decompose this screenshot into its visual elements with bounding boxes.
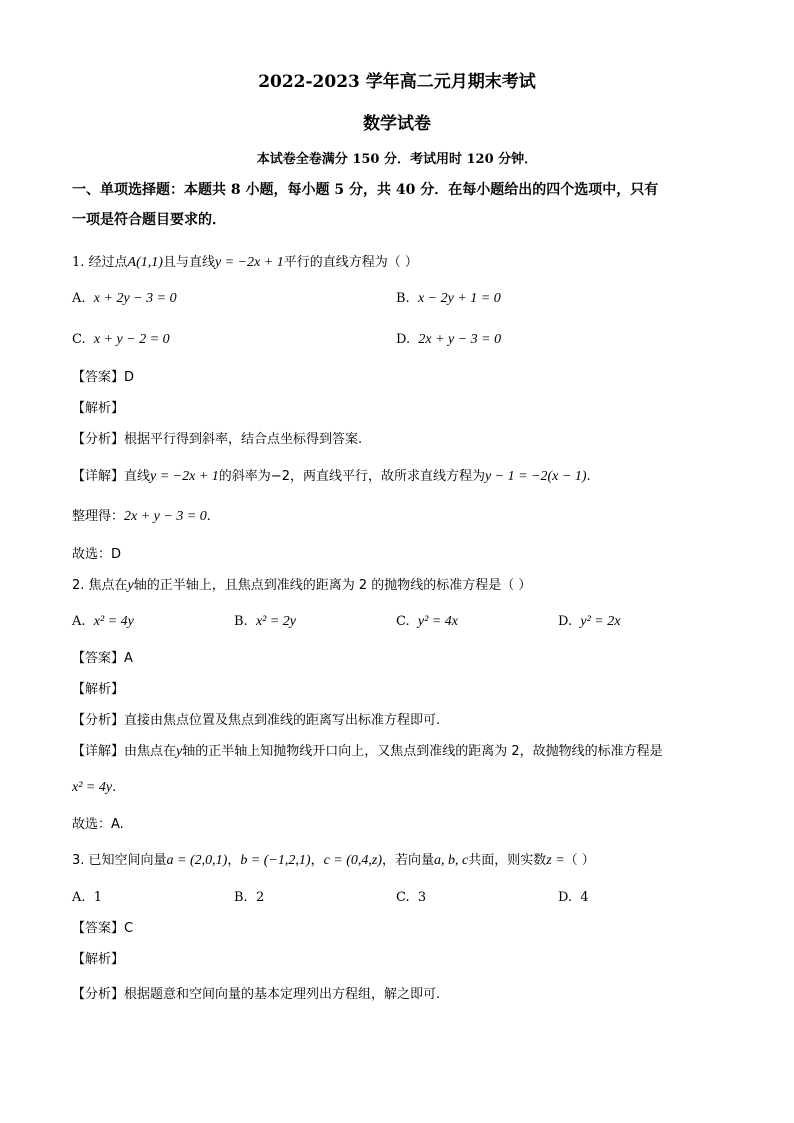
q2-detail-cont — [72, 779, 116, 797]
q1-arrange-end: . — [206, 509, 211, 524]
q2-analysis: 【解析】 — [72, 682, 125, 697]
q1-detail-part1: 【详解】直线 — [72, 469, 151, 484]
section-heading-line2: 一项是符合题目要求的． — [72, 212, 226, 228]
q3-stem-part2: ，若向量 — [382, 853, 435, 868]
q1-answer: 【答案】D — [72, 370, 135, 385]
q3-option-d — [558, 889, 589, 907]
q3-sep2: ， — [310, 853, 324, 868]
section-heading-line1: 一、单项选择题：本题共 8 小题，每小题 5 分，共 40 分．在每小题给出的四个选项中，只有 — [72, 182, 659, 198]
q1-analysis: 【解析】 — [72, 401, 125, 416]
q2-choose: 故选：A. — [72, 817, 124, 832]
q2-option-d-text: y² = 2x — [580, 614, 621, 629]
q2-detail-part2: 轴的正半轴上知抛物线开口向上，又焦点到准线的距离为 2，故抛物线的标准方程是 — [182, 744, 663, 759]
q1-option-a-label: A. — [72, 291, 86, 306]
q1-fenxi: 【分析】根据平行得到斜率，结合点坐标得到答案. — [72, 432, 363, 447]
q3-stem — [72, 852, 595, 870]
q3-option-d-text: 4 — [580, 890, 589, 905]
q3-option-a-text: 1 — [93, 890, 103, 905]
q1-arrange-math: 2x + y − 3 = 0 — [124, 509, 207, 524]
q2-option-b-text: x² = 2y — [255, 614, 297, 629]
q1-option-d — [396, 331, 501, 349]
q2-option-b-label: B. — [234, 614, 248, 629]
q3-option-b — [234, 889, 264, 907]
q1-option-d-label: D. — [396, 332, 411, 347]
q3-option-b-label: B. — [234, 890, 248, 905]
q1-option-b-label: B. — [396, 291, 410, 306]
q2-detail-part1: 【详解】由焦点在 — [72, 744, 177, 759]
q3-option-c-text: 3 — [417, 890, 427, 905]
q1-arrange-label: 整理得： — [72, 509, 125, 524]
q1-line-math: y = −2x + 1 — [214, 255, 284, 270]
q3-option-b-text: 2 — [255, 890, 265, 905]
q3-stem-part3: 共面，则实数 — [468, 853, 547, 868]
q1-option-a-text: x + 2y − 3 = 0 — [93, 291, 177, 306]
q2-option-a — [72, 613, 134, 631]
q3-stem-part1: 3. 已知空间向量 — [72, 853, 167, 868]
q1-stem — [72, 254, 418, 272]
q2-option-c-text: y² = 4x — [417, 614, 458, 629]
q2-option-d-label: D. — [558, 614, 573, 629]
q2-detail-math2: x² = 4y — [72, 780, 113, 795]
q2-fenxi: 【分析】直接由焦点位置及焦点到准线的距离写出标准方程即可. — [72, 713, 441, 728]
q3-sep1: ， — [227, 853, 241, 868]
q3-vectors: a, b, c — [434, 853, 469, 868]
q2-option-b — [234, 613, 296, 631]
q3-stem-z: z = — [546, 853, 565, 868]
q2-detail-end: . — [112, 780, 117, 795]
q1-arrange — [72, 508, 211, 526]
exam-note: 本试卷全卷满分 150 分．考试用时 120 分钟． — [256, 152, 538, 167]
q2-stem-part2: 轴的正半轴上，且焦点到准线的距离为 2 的抛物线的标准方程是（ ） — [133, 578, 532, 593]
subject-title: 数学试卷 — [363, 114, 431, 134]
q1-detail-math1: y = −2x + 1 — [150, 469, 219, 484]
q1-stem-part3: 平行的直线方程为（ ） — [283, 255, 418, 270]
q3-option-a-label: A. — [72, 890, 86, 905]
q2-detail — [72, 743, 663, 761]
q3-vector-a: a = (2,0,1) — [166, 853, 228, 868]
q2-stem — [72, 577, 531, 595]
q1-option-c-label: C. — [72, 332, 86, 347]
q1-detail-math2: y − 1 = −2(x − 1) — [484, 469, 587, 484]
q3-option-a — [72, 889, 102, 907]
q3-vector-c: c = (0,4,z) — [323, 853, 383, 868]
q1-detail-end: . — [586, 469, 591, 484]
q2-stem-math: y — [127, 578, 134, 593]
q2-option-a-text: x² = 4y — [93, 614, 134, 629]
q2-detail-math: y — [176, 744, 183, 759]
q1-stem-part2: 且与直线 — [162, 255, 215, 270]
q1-option-c — [72, 331, 170, 349]
q1-option-d-text: 2x + y − 3 = 0 — [418, 332, 502, 347]
q2-option-a-label: A. — [72, 614, 86, 629]
q1-choose: 故选：D — [72, 547, 122, 562]
exam-title: 2022-2023 学年高二元月期末考试 — [258, 72, 536, 92]
q1-detail — [72, 468, 591, 486]
q2-option-d — [558, 613, 620, 631]
q1-stem-part1: 1. 经过点 — [72, 255, 128, 270]
q3-stem-part4: （ ） — [564, 853, 595, 868]
q2-stem-part1: 2. 焦点在 — [72, 578, 128, 593]
q1-option-a — [72, 290, 177, 308]
q3-option-c-label: C. — [396, 890, 410, 905]
q1-option-c-text: x + y − 2 = 0 — [93, 332, 170, 347]
q3-vector-b: b = (−1,2,1) — [240, 853, 311, 868]
q1-detail-part2: 的斜率为−2，两直线平行，故所求直线方程为 — [218, 469, 485, 484]
q1-option-b — [396, 290, 501, 308]
q3-option-d-label: D. — [558, 890, 573, 905]
q3-analysis: 【解析】 — [72, 952, 125, 967]
q2-answer: 【答案】A — [72, 651, 133, 666]
q3-fenxi: 【分析】根据题意和空间向量的基本定理列出方程组，解之即可. — [72, 987, 441, 1002]
q3-option-c — [396, 889, 426, 907]
q3-answer: 【答案】C — [72, 921, 134, 936]
q2-option-c-label: C. — [396, 614, 410, 629]
q1-option-b-text: x − 2y + 1 = 0 — [417, 291, 501, 306]
q1-point-math: A(1,1) — [127, 255, 163, 270]
q2-option-c — [396, 613, 458, 631]
